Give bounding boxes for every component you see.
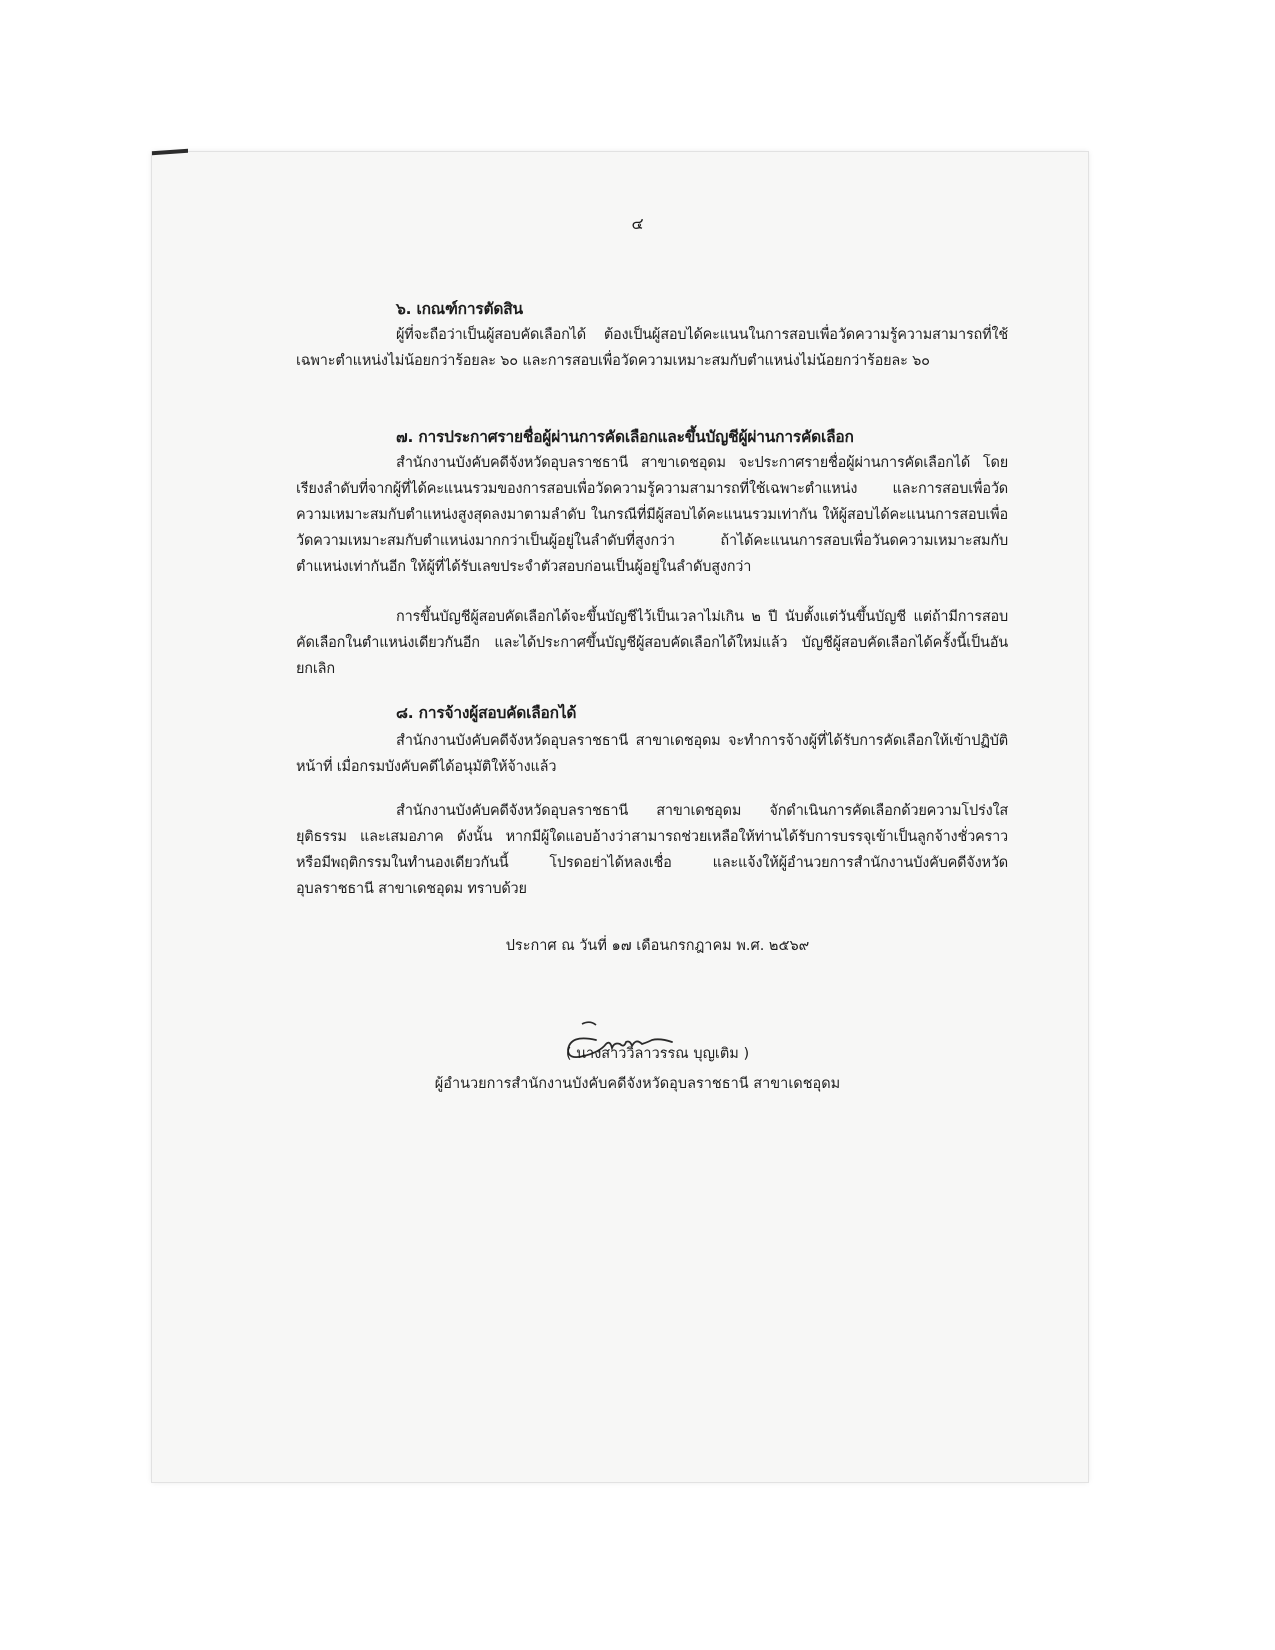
section-6-body: ผู้ที่จะถือว่าเป็นผู้สอบคัดเลือกได้ ต้องเป็นผู้สอบได้คะแนนในการสอบเพื่อวัดความรู้ความสามารถที่ใช้เฉพาะตำแหน่งไม่น้อยกว่าร้อยละ ๖๐ และการสอบเพื่อวัดความเหมาะสมกับตำแหน่งไม่น้อยกว่าร้อยละ ๖๐ — [296, 327, 1008, 369]
section-8-heading: ๘. การจ้างผู้สอบคัดเลือกได้ — [396, 704, 577, 722]
closing-paragraph: สำนักงานบังคับคดีจังหวัดอุบลราชธานี สาขาเดชอุดม จักดำเนินการคัดเลือกด้วยความโปร่งใส ยุติธรรม และเสมอภาค ดังนั้น หากมีผู้ใดแอบอ้างว่าสามารถช่วยเหลือให้ท่านได้รับการบรรจุเข้าเป็นลูกจ้างชั่วคราว หรือมีพฤติกรรมในทำนองเดียวกันนี้ โปรดอย่าได้หลงเชื่อ และแจ้งให้ผู้อำนวยการสำนักงานบังคับคดีจังหวัดอุบลราชธานี สาขาเดชอุดม ทราบด้วย — [296, 803, 1008, 897]
announcement-date: ประกาศ ณ วันที่ ๑๗ เดือนกรกฎาคม พ.ศ. ๒๕๖๙ — [505, 938, 810, 954]
page-number: ๔ — [631, 214, 644, 233]
section-6-heading: ๖. เกณฑ์การตัดสิน — [396, 300, 523, 318]
signatory-position: ผู้อำนวยการสำนักงานบังคับคดีจังหวัดอุบลราชธานี สาขาเดชอุดม — [434, 1076, 841, 1092]
section-7-heading: ๗. การประกาศรายชื่อผู้ผ่านการคัดเลือกและขึ้นบัญชีผู้ผ่านการคัดเลือก — [396, 428, 854, 446]
section-7-body-paragraph-2: การขึ้นบัญชีผู้สอบคัดเลือกได้จะขึ้นบัญชีไว้เป็นเวลาไม่เกิน ๒ ปี นับตั้งแต่วันขึ้นบัญชี แต่ถ้ามีการสอบคัดเลือกในตำแหน่งเดียวกันอีก และได้ประกาศขึ้นบัญชีผู้สอบคัดเลือกได้ใหม่แล้ว บัญชีผู้สอบคัดเลือกได้ครั้งนี้เป็นอันยกเลิก — [296, 609, 1008, 677]
signatory-name: ( นางสาววิลาวรรณ บุญเติม ) — [565, 1046, 750, 1062]
section-7-body-paragraph-1: สำนักงานบังคับคดีจังหวัดอุบลราชธานี สาขาเดชอุดม จะประกาศรายชื่อผู้ผ่านการคัดเลือกได้ โดยเรียงลำดับที่จากผู้ที่ได้คะแนนรวมของการสอบเพื่อวัดความรู้ความสามารถที่ใช้เฉพาะตำแหน่ง และการสอบเพื่อวัดความเหมาะสมกับตำแหน่งสูงสุดลงมาตามลำดับ ในกรณีที่มีผู้สอบได้คะแนนรวมเท่ากัน ให้ผู้สอบได้คะแนนการสอบเพื่อวัดความเหมาะสมกับตำแหน่งมากกว่าเป็นผู้อยู่ในลำดับที่สูงกว่า ถ้าได้คะแนนการสอบเพื่อวันดความเหมาะสมกับตำแหน่งเท่ากันอีก ให้ผู้ที่ได้รับเลขประจำตัวสอบก่อนเป็นผู้อยู่ในลำดับสูงกว่า — [296, 455, 1008, 575]
section-8-body: สำนักงานบังคับคดีจังหวัดอุบลราชธานี สาขาเดชอุดม จะทำการจ้างผู้ที่ได้รับการคัดเลือกให้เข้าปฏิบัติหน้าที่ เมื่อกรมบังคับคดีได้อนุมัติให้จ้างแล้ว — [296, 733, 1008, 775]
